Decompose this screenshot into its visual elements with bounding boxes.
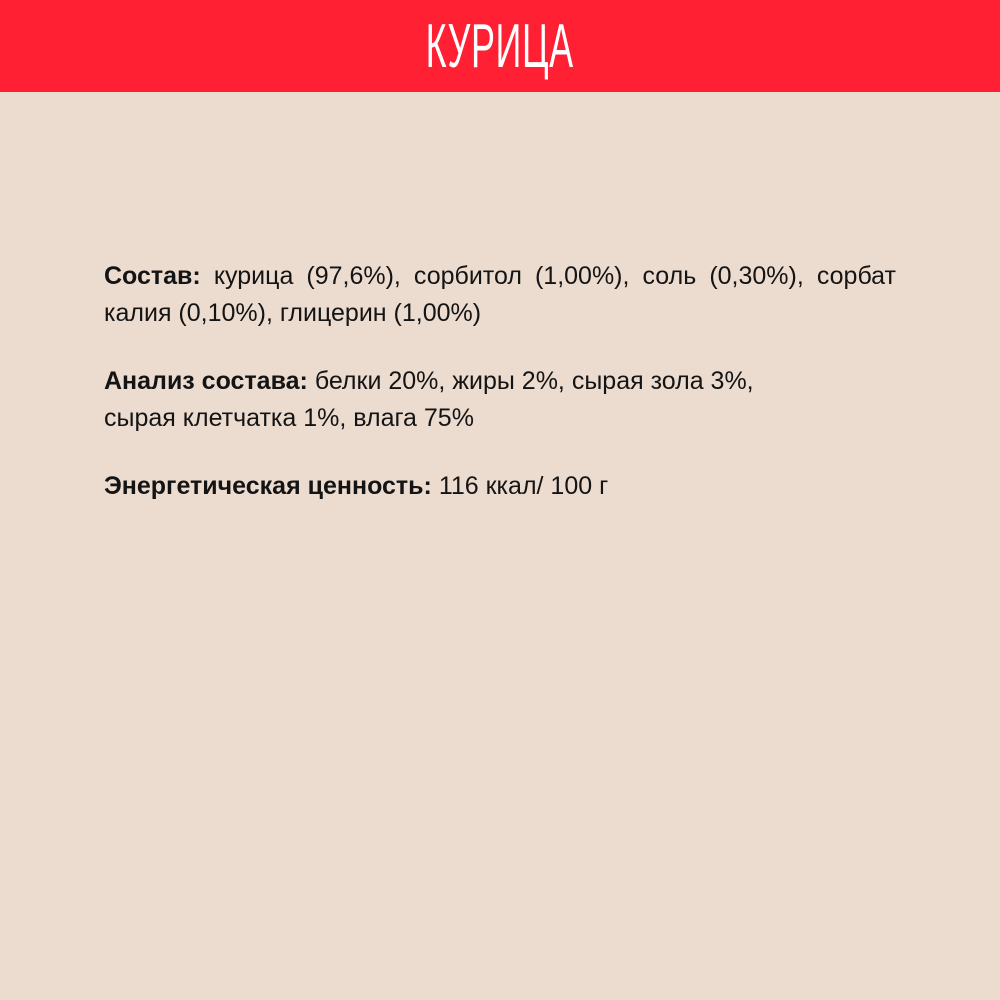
- product-info: [0, 92, 1000, 505]
- composition-section: [104, 258, 896, 332]
- composition-text: курица (97,6%), сорбитол (1,00%), соль (0,30%), сорбат калия (0,10%), глицерин (1,00%): [104, 262, 896, 327]
- page-title: КУРИЦА: [425, 12, 575, 81]
- analysis-section: [104, 363, 896, 437]
- analysis-line-1: белки 20%, жиры 2%, сырая зола 3%,: [314, 367, 754, 395]
- composition-label: Состав:: [104, 262, 201, 290]
- energy-text: 116 ккал/ 100 г: [438, 472, 609, 500]
- header-bar: [0, 0, 1000, 92]
- analysis-label: Анализ состава:: [104, 367, 308, 395]
- analysis-line-2: сырая клетчатка 1%, влага 75%: [104, 404, 474, 432]
- energy-label: Энергетическая ценность:: [104, 472, 432, 500]
- energy-section: [104, 468, 896, 505]
